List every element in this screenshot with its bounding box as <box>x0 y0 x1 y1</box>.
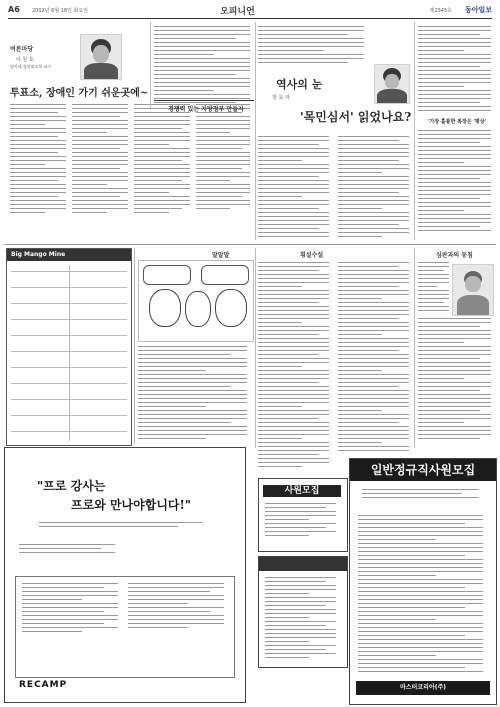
divider <box>150 22 151 108</box>
column-headline: 투표소, 장애인 가기 쉬운곳에~ <box>10 88 149 99</box>
section-rule <box>4 244 496 245</box>
column-text-3 <box>134 104 192 216</box>
page-header <box>8 4 492 18</box>
main-text-1 <box>258 136 332 240</box>
section-title: 오피니언 <box>220 7 255 17</box>
divider <box>414 248 415 448</box>
columnist-photo <box>80 34 122 80</box>
divider <box>414 22 415 240</box>
column-text-1 <box>10 104 68 216</box>
column-text-2 <box>72 104 130 216</box>
info-box-title: Big Mango Mine <box>11 251 66 258</box>
editorial-headline: 경쟁력 있는 지방정부 만들자 <box>168 106 244 113</box>
ad-course-table <box>15 576 235 678</box>
editorial-cartoon <box>138 260 254 342</box>
column-tag: 여론마당 <box>10 46 34 53</box>
editorial-intro <box>154 26 254 106</box>
recruit-title: 사원모집 <box>263 485 341 497</box>
page-number: A6 <box>8 5 20 14</box>
divider <box>134 248 135 444</box>
ad-brand: RECAMP <box>19 680 68 690</box>
main-text-2 <box>338 136 412 240</box>
issue-number: 제2345호 <box>429 8 452 14</box>
main-column-headline: '목민심서' 읽었나요? <box>300 110 412 124</box>
history-intro <box>258 26 368 66</box>
middle-text-1 <box>258 262 332 470</box>
job-ad-footer: 마스터코리아(주) <box>356 681 490 695</box>
column-text-4 <box>196 104 252 212</box>
column-subline: 명지대 정치외교학 교수 <box>10 64 52 69</box>
ad-quote-line2: 프로와 만나야합니다!" <box>71 498 192 512</box>
ad-quote-line1: "프로 강사는 <box>37 479 106 493</box>
right-section-text <box>418 318 494 442</box>
history-title: 역사의 눈 <box>276 78 323 91</box>
divider <box>255 248 256 448</box>
divider <box>255 22 256 240</box>
right-column-headline: '가장 훌륭한 복장은 '평상' <box>428 119 487 125</box>
job-ad[interactable] <box>349 458 497 705</box>
editorial-rule <box>154 100 254 101</box>
info-box <box>6 248 132 446</box>
middle-section-title: 횡설수설 <box>300 252 324 259</box>
history-author-photo <box>374 64 410 104</box>
right-section-illustration <box>452 264 494 316</box>
cartoon-title: 말말말 <box>212 252 230 259</box>
history-author: 장 옥 자 <box>272 95 290 101</box>
column-byline: 이 원 호 <box>16 57 34 63</box>
cartoon-text <box>138 346 252 442</box>
right-text-bottom <box>418 130 494 234</box>
job-banner: 일반정규직사원모집 <box>350 459 496 481</box>
header-rule <box>8 18 492 19</box>
middle-text-2 <box>338 262 412 454</box>
recruit-ad[interactable] <box>258 478 348 552</box>
newspaper-logo: 동아일보 <box>464 5 492 14</box>
right-text-top <box>418 26 494 114</box>
right-section-text-top <box>418 262 450 314</box>
lecture-ad[interactable] <box>4 447 246 703</box>
classified-ad[interactable] <box>258 556 348 668</box>
publication-date: 2002년 6월 18일 화요일 <box>32 8 89 14</box>
right-section-title: 심판과의 동침 <box>436 252 473 259</box>
